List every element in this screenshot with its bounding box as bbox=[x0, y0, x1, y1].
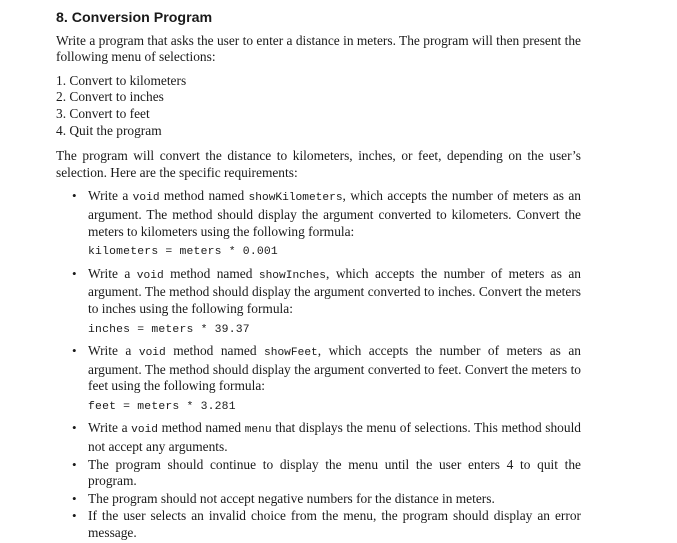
menu-item: 4. Quit the program bbox=[56, 122, 162, 138]
requirements-list bbox=[56, 188, 581, 541]
formula: kilometers = meters * 0.001 bbox=[88, 246, 278, 259]
code-method-name: showInches bbox=[258, 269, 327, 282]
bullet-icon: • bbox=[72, 343, 77, 359]
requirement-item: • Write a void method named showFeet, which accepts the number of meters as an argument. The method should display the argument converted to feet. Convert the meters to feet using the following formula: feet = meters * 3.281 bbox=[56, 343, 581, 415]
bullet-icon: • bbox=[72, 508, 77, 524]
requirement-item: • Write a void method named showInches, which accepts the number of meters as an argument. The method should display the argument converted to inches. Convert the meters to inches using the following formula: inches = meters * 39.37 bbox=[56, 266, 581, 338]
intro-paragraph: Write a program that asks the user to enter a distance in meters. The program will then present the following menu of selections: bbox=[56, 32, 581, 65]
code-keyword: void bbox=[136, 269, 164, 282]
requirements-intro: The program will convert the distance to kilometers, inches, or feet, depending on the user’s selection. Here are the specific requirements: bbox=[56, 148, 581, 180]
exercise-heading: 8. Conversion Program bbox=[56, 10, 213, 26]
code-method-name: showKilometers bbox=[248, 192, 343, 205]
code-method-name: showFeet bbox=[264, 347, 318, 360]
code-keyword: void bbox=[138, 347, 166, 360]
bullet-icon: • bbox=[72, 265, 77, 281]
requirement-item: • Write a void method named showKilometers, which accepts the number of meters as an argument. The method should display the argument converted to kilometers. Convert the meters to kilometers using the following formula: kilometers = meters * 0.001 bbox=[56, 188, 581, 260]
menu-item: 3. Convert to feet bbox=[56, 105, 150, 121]
formula: feet = meters * 3.281 bbox=[88, 400, 236, 413]
bullet-icon: • bbox=[72, 420, 77, 436]
code-method-name: menu bbox=[244, 424, 272, 437]
requirement-item: • The program should continue to display the menu until the user enters 4 to quit the program. bbox=[72, 456, 581, 489]
formula: inches = meters * 39.37 bbox=[88, 323, 250, 336]
bullet-icon: • bbox=[72, 188, 77, 204]
menu-list bbox=[56, 73, 581, 139]
requirement-item: • The program should not accept negative numbers for the distance in meters. bbox=[72, 490, 495, 506]
menu-item: 1. Convert to kilometers bbox=[56, 72, 187, 88]
requirement-item: • If the user selects an invalid choice from the menu, the program should display an error message. bbox=[72, 508, 581, 541]
bullet-icon: • bbox=[72, 490, 77, 506]
requirement-item: • Write a void method named menu that displays the menu of selections. This method should not accept any arguments. bbox=[72, 420, 581, 455]
document-page bbox=[56, 10, 581, 543]
code-keyword: void bbox=[132, 192, 160, 205]
code-keyword: void bbox=[131, 424, 158, 437]
menu-item: 2. Convert to inches bbox=[56, 89, 164, 105]
bullet-icon: • bbox=[72, 456, 77, 472]
